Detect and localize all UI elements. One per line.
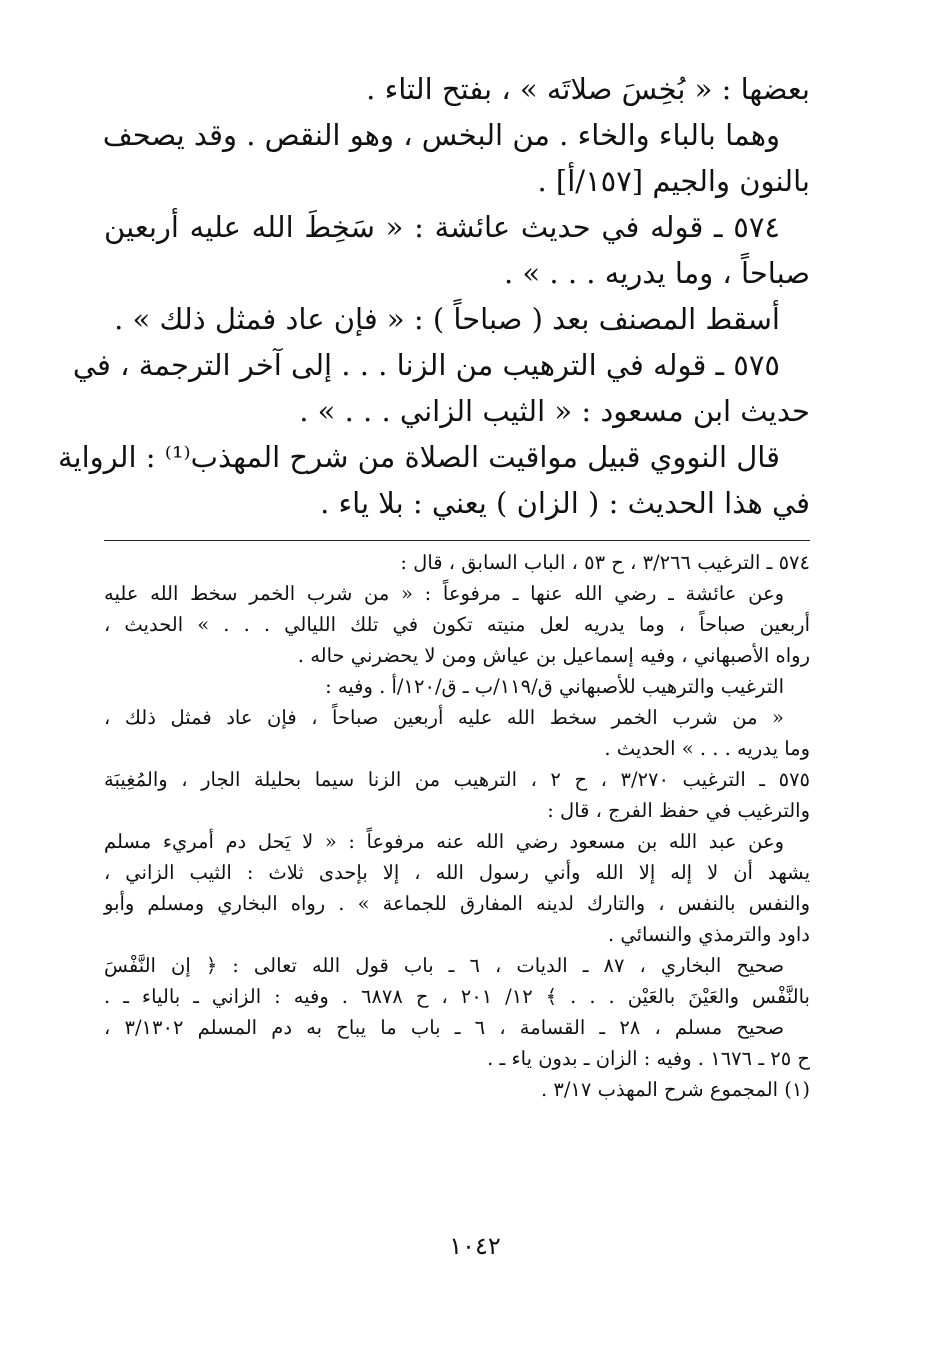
main-text-block [57,66,810,526]
footnote-line: ح ٢٥ ـ ١٦٧٦ . وفيه : الزان ـ بدون ياء ـ . [487,1047,810,1070]
footnote-separator [104,540,810,541]
footnote-line: « من شرب الخمر سخط الله عليه أربعين صباحاً ، فإن عاد فمثل ذلك ، [104,706,784,729]
footnote-line: والترغيب في حفظ الفرج ، قال : [547,799,810,822]
main-text-line: ٥٧٥ ـ قوله في الترهيب من الزنا . . . إلى آخر الترجمة ، في [72,348,780,382]
footnote-line: والنفس بالنفس ، والتارك لدينه المفارق للجماعة » . رواه البخاري ومسلم وأبو [104,892,810,915]
footnote-line: داود والترمذي والنسائي . [607,923,810,946]
footnote-line: صحيح البخاري ، ٨٧ ـ الديات ، ٦ ـ باب قول الله تعالى : ﴿ إن النَّفْسَ [104,954,785,977]
main-text-line: في هذا الحديث : ( الزان ) يعني : بلا ياء . [320,486,810,520]
main-text-line: بالنون والجيم [١٥٧/أ] . [537,164,810,198]
footnote-line: وعن عبد الله بن مسعود رضي الله عنه مرفوعاً : « لا يَحل دم أمريء مسلم [104,830,784,853]
footnote-line: الترغيب والترهيب للأصبهاني ق/١١٩/ب ـ ق/١٢٠/أ . وفيه : [325,675,784,698]
footnote-line: ٥٧٥ ـ الترغيب ٣/٢٧٠ ، ح ٢ ، الترهيب من الزنا سيما بحليلة الجار ، والمُغِيبَة [104,768,811,791]
footnote-line: صحيح مسلم ، ٢٨ ـ القسامة ، ٦ ـ باب ما يباح به دم المسلم ٣/١٣٠٢ ، [104,1016,785,1039]
footnote-line: بالنَّفْس والعَيْنَ بالعَيْن . . . ﴾ ١٢/ ٢٠١ ، ح ٦٨٧٨ . وفيه : الزاني ـ بالياء ـ . [104,985,810,1008]
main-text-line: ٥٧٤ ـ قوله في حديث عائشة : « سَخِطَ الله عليه أربعين [104,210,780,244]
main-text-line: قال النووي قبيل مواقيت الصلاة من شرح المهذب⁽¹⁾ : الرواية [57,440,780,474]
main-text-line: حديث ابن مسعود : « الثيب الزاني . . . » . [299,394,810,428]
footnotes-block [104,547,810,1105]
footnote-line: وعن عائشة ـ رضي الله عنها ـ مرفوعاً : « من شرب الخمر سخط الله عليه [104,582,784,605]
footnote-line: يشهد أن لا إله إلا الله وأني رسول الله ، إلا بإحدى ثلاث : الثيب الزاني ، [104,861,810,884]
main-text-line: وهما بالباء والخاء . من البخس ، وهو النقص . وقد يصحف [102,118,780,152]
footnote-line: أربعين صباحاً ، وما يدريه لعل منيته تكون في تلك الليالي . . . » الحديث ، [104,613,810,636]
footnote-line: (١) المجموع شرح المهذب ٣/١٧ . [540,1078,810,1101]
footnote-line: رواه الأصبهاني ، وفيه إسماعيل بن عياش ومن لا يحضرني حاله . [297,644,810,667]
main-text-line: بعضها : « بُخِسَ صلاتَه » ، بفتح التاء . [366,72,810,106]
main-text-line: أسقط المصنف بعد ( صباحاً ) : « فإن عاد فمثل ذلك » . [114,302,780,336]
main-text-line: صباحاً ، وما يدريه . . . » . [504,256,810,290]
footnote-line: ٥٧٤ ـ الترغيب ٣/٢٦٦ ، ح ٥٣ ، الباب السابق ، قال : [400,551,810,574]
book-page [57,66,811,1105]
footnote-line: وما يدريه . . . » الحديث . [604,737,810,760]
page-number: ١٠٤٢ [449,1232,501,1260]
